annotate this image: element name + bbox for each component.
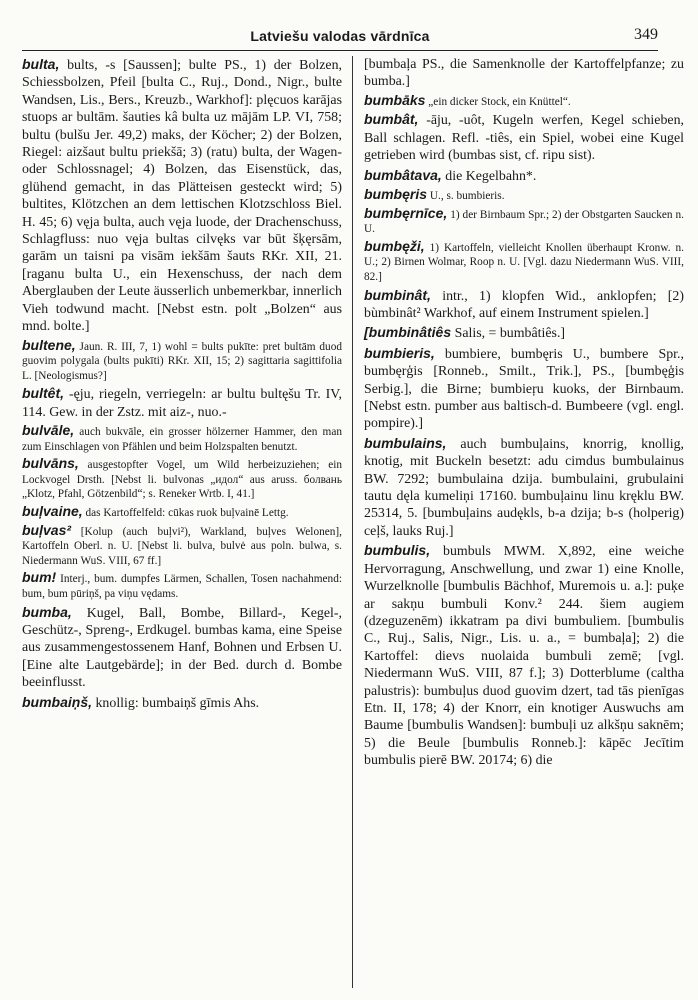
dictionary-entry <box>364 324 684 342</box>
dictionary-entry <box>364 93 684 110</box>
entry-headword: bumbieris, <box>364 344 435 361</box>
entry-definition: die Kegelbahn*. <box>441 168 537 184</box>
page-number: 349 <box>634 26 658 43</box>
dictionary-entry <box>22 570 342 601</box>
entry-definition: knollig: bumbaiņš gīmis Ahs. <box>92 695 260 711</box>
entry-definition: -ęju, riegeln, verriegeln: ar bultu bultęšu Tr. IV, 114. Gew. in der Zstz. mit aiz-, nuo.- <box>22 387 342 420</box>
entry-definition: bumbiere, bumbęris U., bumbere Spr., bumbęrģis [Ronneb., Smilt., Trik.], PS., [bumbęģis Serbig.], die Birne; bumbieŗu kuoks, der Birnbaum. [Nebst estn. pumber aus baltisch-d. Bumbeere (vgl. engl. pompire).] <box>364 346 684 432</box>
entry-definition: auch bukvāle, ein grosser hölzerner Hammer, den man zum Einschlagen von Pfählen und beim Holzspalten benutzt. <box>22 426 342 453</box>
entry-headword: bultêt, <box>22 385 64 402</box>
entry-headword: bumbaiņš, <box>22 693 93 710</box>
entry-definition: Kugel, Ball, Bombe, Billard-, Kegel-, Geschütz-, Spreng-, Erdkugel. bumbas kama, eine Speise aus zusammengestossenem Hanf, Bohnen und Erbsen U. [Eine alte Lautgebärde]; in der Bed. durch d. Bombe beeinflusst. <box>22 605 342 691</box>
entry-definition: [Kolup (auch buļvi²), Warkland, buļves Welonen], Kartoffeln Oberl. n. U. [Nebst li. bulva, bulvė aus poln. bulwa, s. Niedermann WuS. VIII, 67 ff.] <box>22 525 342 567</box>
entry-headword: bultene, <box>22 336 76 353</box>
entry-definition: Salis, = bumbâtiês.] <box>451 326 566 342</box>
entry-headword: bulta, <box>22 56 60 72</box>
dictionary-entry <box>22 604 342 692</box>
entry-definition: „ein dicker Stock, ein Knüttel“. <box>425 95 571 108</box>
dictionary-entry <box>364 206 684 237</box>
dictionary-entry <box>22 338 342 384</box>
dictionary-entry <box>364 239 684 285</box>
entry-headword: buļvaine, <box>22 503 83 520</box>
left-column <box>22 56 342 714</box>
dictionary-entry <box>364 345 684 433</box>
column-divider <box>352 56 353 988</box>
entry-definition: intr., 1) klopfen Wid., anklopfen; [2) bùmbinât² Warkhof, auf einem Instrument spielen.] <box>364 288 684 321</box>
entry-definition: Jaun. R. III, 7, 1) wohl = bults pukīte: pret bultām duod guovim polygala (bults pukīti) RKr. XII, 15; 2) sagittaria sagittifolia L. [Neologismus?] <box>22 340 342 382</box>
entry-headword: bumbęrnīce, <box>364 204 448 221</box>
dictionary-entry <box>22 504 342 521</box>
dictionary-entry <box>22 56 342 336</box>
entry-headword: bulvāns, <box>22 455 79 472</box>
dictionary-entry <box>364 111 684 164</box>
dictionary-entry <box>22 385 342 421</box>
dictionary-entry <box>22 456 342 502</box>
entry-definition: bults, -s [Saussen]; bulte PS., 1) der Bolzen, Schiessbolzen, Pfeil [bulta C., Ruj., Dond., Nigr., bulte Wandsen, Lis., Bers., Kreuzb., Warkhof]: plęcuos karājas stuops ar bultām. šauties kâ bulta uz mājām LP. VI, 758; bultu (bulšu Jer. 49,2) maks, der Köcher; 2) der Bolzen, Riegel: aizšaut bultu priekšā; 3) (ratu) bulta, der Wagen- oder Schlossnagel; 4) Bolzen, das Eisenstück, das, glühend gemacht, in das Plätteisen gesteckt wird; 5) bultites, Klötzchen an dem lettischen Klotzschloss Biel. H. 45; 6) vęja bulta, auch vęja luode, der Drachenschuss, Schlagfluss: nuo vęja bultas cilvęks var būt šķęrsām, garām un taisni pa visām iekšām šauts RKr. XII, 21. [raganu bulta U., ein Hexenschuss, der nach dem Aberglauben der Leute äusserlich unbemerkbar, innerlich Vieh todwund macht. [Nebst estn. polt „Bolzen“ aus mnd. bolte.] <box>22 58 342 335</box>
dictionary-entry <box>364 167 684 185</box>
entry-headword: bum! <box>22 569 57 586</box>
dictionary-entry <box>364 287 684 323</box>
entry-headword: bumbāks <box>364 91 426 108</box>
entry-definition: das Kartoffelfeld: cūkas ruok buļvainē Lettg. <box>82 507 289 520</box>
entry-definition: [bumbaļa PS., die Samenknolle der Kartoffelpfanze; zu bumba.] <box>364 57 684 90</box>
dictionary-entry <box>364 56 684 91</box>
entry-definition: Interj., bum. dumpfes Lärmen, Schallen, Tosen nachahmend: bum, bum pūriņš, pa viņu vędams. <box>22 573 342 601</box>
entry-headword: bumbâtava, <box>364 166 442 183</box>
entry-definition: ausgestopfter Vogel, um Wild herbeizuziehen; ein Lockvogel Drsth. [Nebst li. bulvonas „идол“ aus aruss. болвань „Klotz, Pfahl, Götzenbild“; s. Reneker Wrtb. I, 41.] <box>22 459 342 501</box>
dictionary-entry <box>364 542 684 769</box>
entry-definition: bumbuls MWM. X,892, eine weiche Hervorragung, Anschwellung, und zwar 1) eine Knolle, Wurzelknolle [bumbulis Bächhof, Muremois u. a.]: puķe ar sakņu bumbuli Konv.² 244. šiem augiem (dzeguzenēm) ikkatram pa divi bumbuliem. [bumbulis C., Ruj., Salis, Nigr., Lis. u. a., = bumbaļa]; 2) die Kartoffel: dievs nuolaida bumbuli zemē; [vgl. Niedermann WuS. VIII, 87 f.]; 3) Dotterblume (caltha palustris): bumbuļus duod guovim dzert, tad tās pienīgas Etn. II, 178; 4) der Knorr, ein knotiger Auswuchs am Baume [bumbulis Wandsen]: bumbuļi uz alkšņu saknēm; 5) die Beule [bumbulis Ronneb.]: kāpēc Jecītim bumbulis pierē BW. 20174; 6) die <box>364 544 684 769</box>
entry-headword: bumbęži, <box>364 237 425 254</box>
entry-definition: U., s. bumbieris. <box>427 190 505 203</box>
entry-headword: bumbinât, <box>364 286 431 303</box>
dictionary-entry <box>364 435 684 540</box>
dictionary-entry <box>22 423 342 454</box>
entry-headword: bumbulains, <box>364 434 447 451</box>
dictionary-entry <box>22 694 342 712</box>
entry-headword: bumbęris <box>364 186 428 203</box>
dictionary-entry <box>364 187 684 204</box>
entry-definition: -āju, -uôt, Kugeln werfen, Kegel schieben, Ball schlagen. Refl. -tiês, ein Spiel, wobei eine Kugel getrieben wird (bumbas sist, cf. ripu sist). <box>364 113 684 164</box>
entry-headword: bumbât, <box>364 111 419 128</box>
entry-headword: [bumbinâtiês <box>364 324 452 341</box>
right-column <box>364 56 684 772</box>
entry-definition: auch bumbuļains, knorrig, knollig, knotig, mit Buckeln besetzt: adu cimdus bumbulainus BW. 7292; bumbulaina dzija. bumbulaini, grubulaini tautu dęla kumeliņi 17160. bumbuļainu linu kręklu BW. 25314, 5. [bumbuļains audękls, b-a dzija; b-s (holperig) ceļš, lauks Ruj.] <box>364 436 684 539</box>
entry-headword: bulvāle, <box>22 422 75 439</box>
entry-definition: 1) Kartoffeln, vielleicht Knollen überhaupt Kronw. n. U.; 2) Birnen Wolmar, Roop n. U. [Vgl. dazu Niedermann WuS. VIII, 82.] <box>364 241 684 283</box>
entry-headword: bumbulis, <box>364 542 431 559</box>
entry-headword: buļvas² <box>22 521 72 538</box>
entry-definition: 1) der Birnbaum Spr.; 2) der Obstgarten Saucken n. U. <box>364 208 684 236</box>
entry-headword: bumba, <box>22 603 72 620</box>
running-header <box>22 26 658 51</box>
dictionary-entry <box>22 523 342 569</box>
running-title: Latviešu valodas vārdnīca <box>250 28 430 44</box>
